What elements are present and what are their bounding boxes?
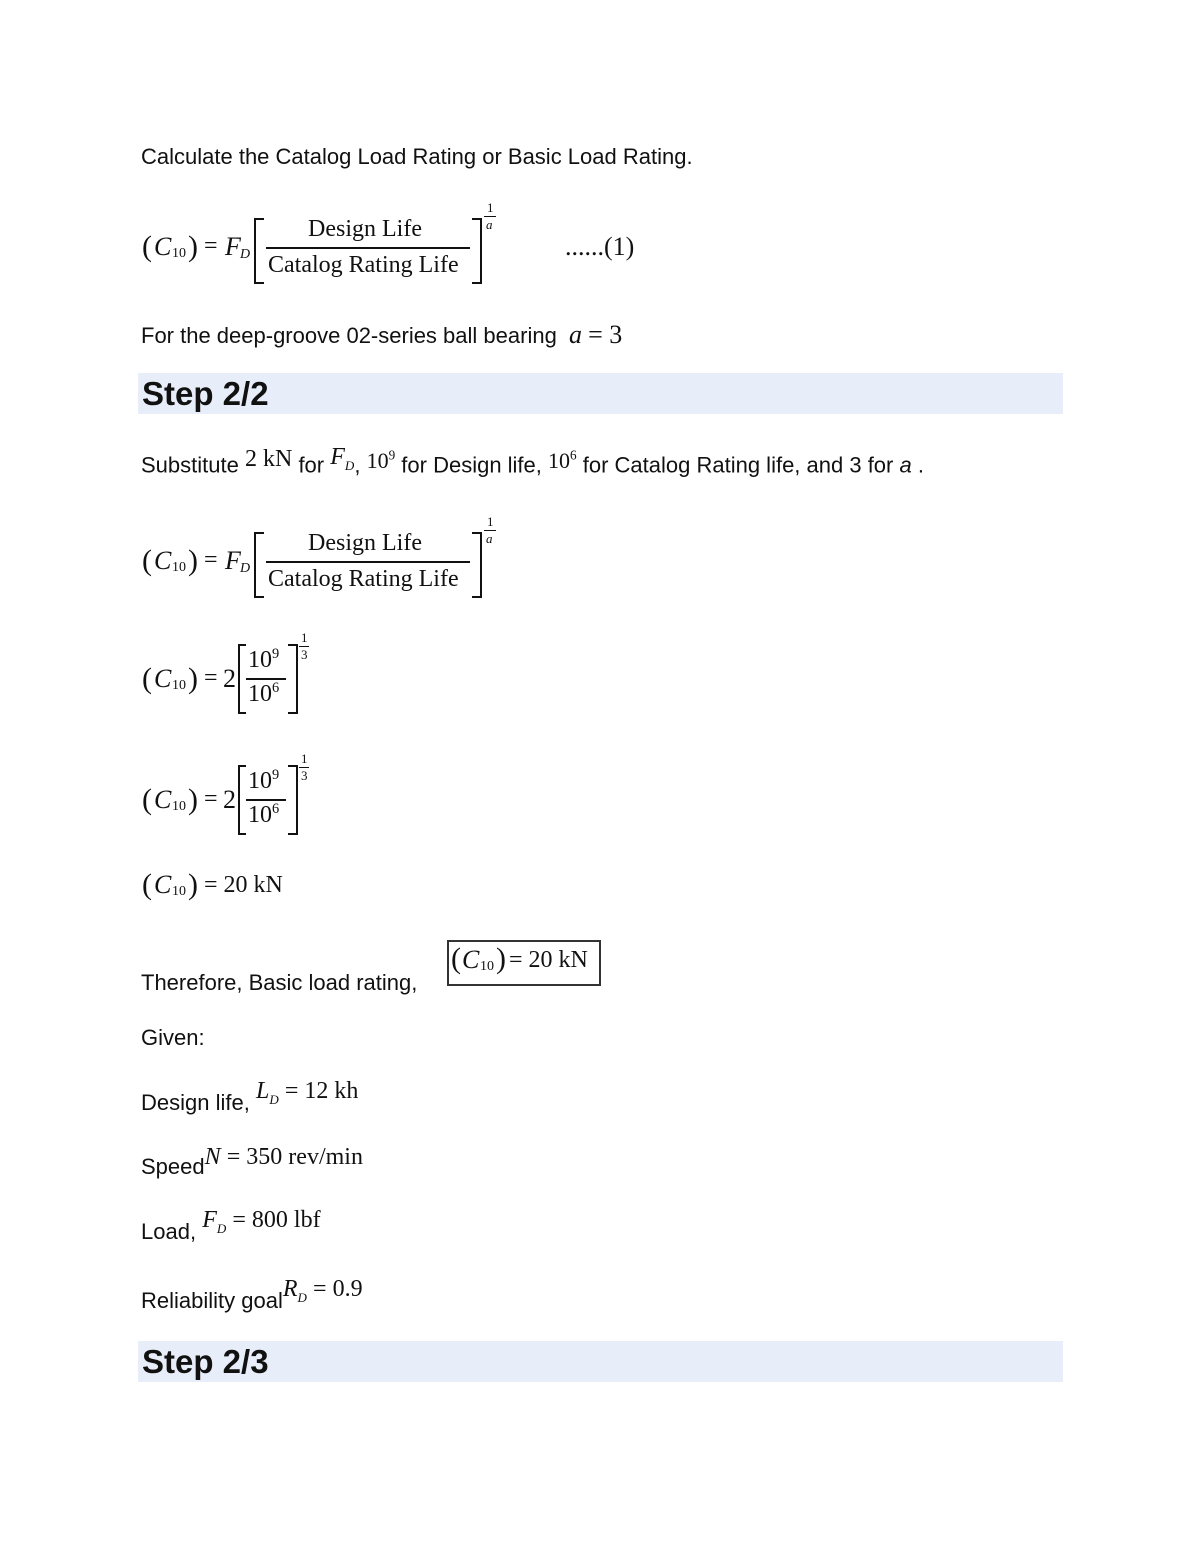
reliability-line: Reliability goalR$_D$ = 0.9 [141, 1276, 363, 1313]
speed-line: SpeedN = 350 rev/min [141, 1144, 363, 1179]
load-line: Load, $F_D = 800$ lbf [141, 1207, 321, 1244]
load-rating-formula-repeat: ( C 10 ) = F D Design Life Catalog Rating Life 1 a [142, 514, 542, 609]
numeric-substitution-1: ( C 10 ) = 2 $10^9$ $10^6$ 1 3 [142, 630, 342, 720]
intro-text: Calculate the Catalog Load Rating or Basic Load Rating. [141, 144, 693, 169]
step-2-2-header: Step 2/2 [138, 373, 1063, 414]
boxed-result: ( C 10 ) = 20 kN [447, 940, 601, 986]
substitute-line: Substitute 2 kN for FD, $10^9$ for Design life, $10^6$ for Catalog Rating life, and 3 for a . [141, 444, 924, 478]
load-rating-formula: ( C 10 ) = F D Design Life Catalog Rating Life 1 a ......(1) [142, 200, 662, 295]
therefore-text: Therefore, Basic load rating, [141, 970, 418, 995]
result-equation: ( C 10 ) = 20 kN [142, 868, 283, 901]
numeric-substitution-2: ( C 10 ) = 2 $10^9$ $10^6$ 1 3 [142, 751, 342, 841]
given-title: Given: [141, 1025, 205, 1050]
design-life-line: Design life, $L_D = 12$ kh [141, 1078, 359, 1115]
step-2-3-header: Step 2/3 [138, 1341, 1063, 1382]
deep-groove-line: For the deep-groove 02-series ball bearing a = 3 [141, 320, 623, 349]
equation-number: ......(1) [565, 232, 635, 261]
